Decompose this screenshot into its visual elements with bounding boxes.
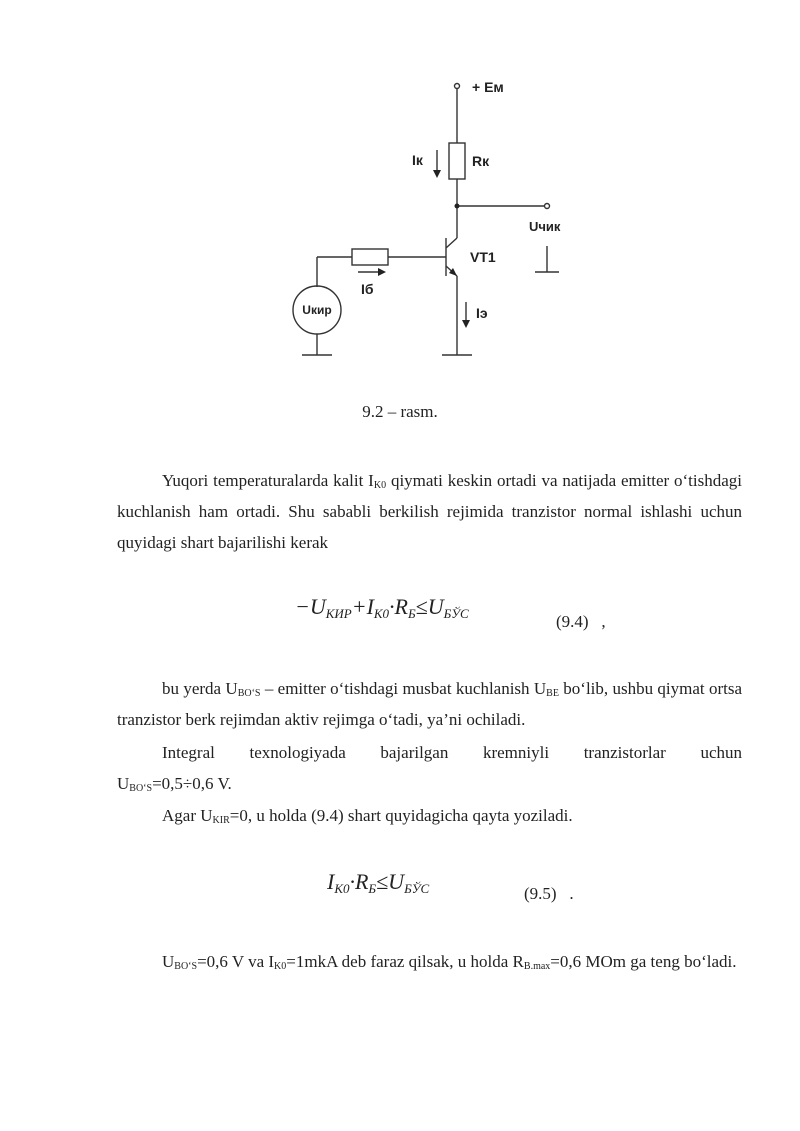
collector-resistor: [449, 143, 465, 179]
para3-word-1: Integral: [162, 743, 215, 762]
figure-caption: 9.2 – rasm.: [362, 402, 438, 421]
collector-current-label: Iк: [412, 152, 423, 168]
paragraph-3-line-2: [117, 768, 742, 799]
eq2-i: I: [327, 869, 335, 894]
collector-resistor-label: Rк: [472, 153, 490, 169]
eq1-i-sub: К0: [373, 606, 390, 621]
eq1-u: U: [309, 594, 326, 619]
supply-terminal: [455, 84, 460, 89]
eq2-le: ≤: [376, 869, 389, 894]
para3-word-5: tranzistorlar: [583, 743, 666, 762]
eq1-i: I: [366, 594, 374, 619]
para5-text-b: =0,6 V va I: [197, 952, 275, 971]
transistor-label: VT1: [470, 249, 496, 265]
output-terminal: [545, 204, 550, 209]
paragraph-5: [117, 946, 742, 977]
eq1-number: (9.4): [556, 612, 589, 631]
base-current-label: Iб: [361, 281, 374, 297]
paragraph-1: [117, 465, 742, 558]
emitter-current-label: Iэ: [476, 305, 488, 321]
eq2-i-sub: К0: [334, 881, 350, 896]
paragraph-1-text-a: Yuqori temperaturalarda kalit I: [162, 471, 374, 490]
eq2-dot: ·: [349, 869, 355, 894]
paragraph-2-sub-bos: BO‘S: [237, 688, 261, 699]
para3-word-6: uchun: [700, 743, 742, 762]
eq1-trail: ,: [601, 612, 606, 631]
circuit-diagram: [0, 0, 800, 400]
eq1-r: R: [394, 594, 408, 619]
para5-sub-bos: BO‘S: [174, 961, 198, 972]
paragraph-2-text-c: bo‘lib, ushbu qiymat ortsa tranzistor berk rejimdan aktiv rejimga o‘tadi, ya’ni ochiladi.: [117, 679, 743, 729]
para3-word-2: texnologiyada: [249, 743, 346, 762]
eq2-u-sub: БЎС: [404, 881, 430, 896]
input-source-label: Uкир: [302, 303, 332, 317]
para5-text-a: U: [162, 952, 175, 971]
output-voltage-label: Uчик: [529, 219, 561, 234]
base-current-arrow-icon: [378, 268, 386, 276]
paragraph-1-text-b: qiymati keskin ortadi va natijada emitter o‘tishdagi kuchlanish ham ortadi. Shu sababli berkilish rejimida tranzistor normal ishlashi uchun quyidagi shart bajarilishi kerak: [117, 471, 742, 552]
para3-word-3: bajarilgan: [380, 743, 449, 762]
eq1-u2-sub: БЎС: [443, 606, 469, 621]
paragraph-2: [117, 673, 742, 735]
equation-9-5: [327, 869, 429, 895]
eq2-u: U: [388, 869, 405, 894]
para4-text-a: Agar U: [162, 806, 213, 825]
para3-line2-b: =0,5÷0,6 V.: [152, 774, 232, 793]
collector-current-arrow-icon: [433, 170, 441, 178]
emitter-current-arrow-icon: [462, 320, 470, 328]
equation-9-4-number: [556, 612, 606, 632]
paragraph-1-sub-k0: K0: [373, 480, 387, 491]
para5-text-d: =0,6 MOm ga teng bo‘ladi.: [550, 952, 737, 971]
eq2-r: R: [354, 869, 369, 894]
paragraph-4: [162, 800, 787, 831]
para5-sub-bmax: B.max: [523, 961, 551, 972]
para4-text-b: =0, u holda (9.4) shart quyidagicha qayta yoziladi.: [229, 806, 573, 825]
base-resistor: [352, 249, 388, 265]
eq1-minus: −: [295, 594, 310, 619]
equation-9-4: [295, 594, 469, 620]
eq1-r-sub: Б: [408, 606, 416, 621]
paragraph-2-sub-be: BE: [546, 688, 559, 699]
eq1-plus: +: [351, 594, 367, 619]
para5-sub-k0: K0: [274, 961, 287, 972]
para3-line2-a: U: [117, 774, 130, 793]
paragraph-2-text-b: – emitter o‘tishdagi musbat kuchlanish U: [260, 679, 547, 698]
paragraph-3-line-1: [162, 737, 742, 768]
para3-word-4: kremniyli: [482, 743, 550, 762]
eq1-dot: ·: [389, 594, 395, 619]
paragraph-2-text-a: bu yerda U: [162, 679, 238, 698]
eq1-u-sub: КИР: [325, 606, 352, 621]
para3-line2-sub: BO‘S: [129, 783, 153, 794]
eq1-u2: U: [427, 594, 444, 619]
para5-text-c: =1mkA deb faraz qilsak, u holda R: [286, 952, 524, 971]
eq1-le: ≤: [415, 594, 428, 619]
equation-9-5-number: [524, 884, 574, 904]
eq2-number: (9.5): [524, 884, 557, 903]
supply-label: + Eм: [472, 79, 504, 95]
eq2-r-sub: Б: [368, 881, 377, 896]
eq2-trail: .: [569, 884, 574, 903]
para4-sub-kir: KIR: [212, 815, 230, 826]
